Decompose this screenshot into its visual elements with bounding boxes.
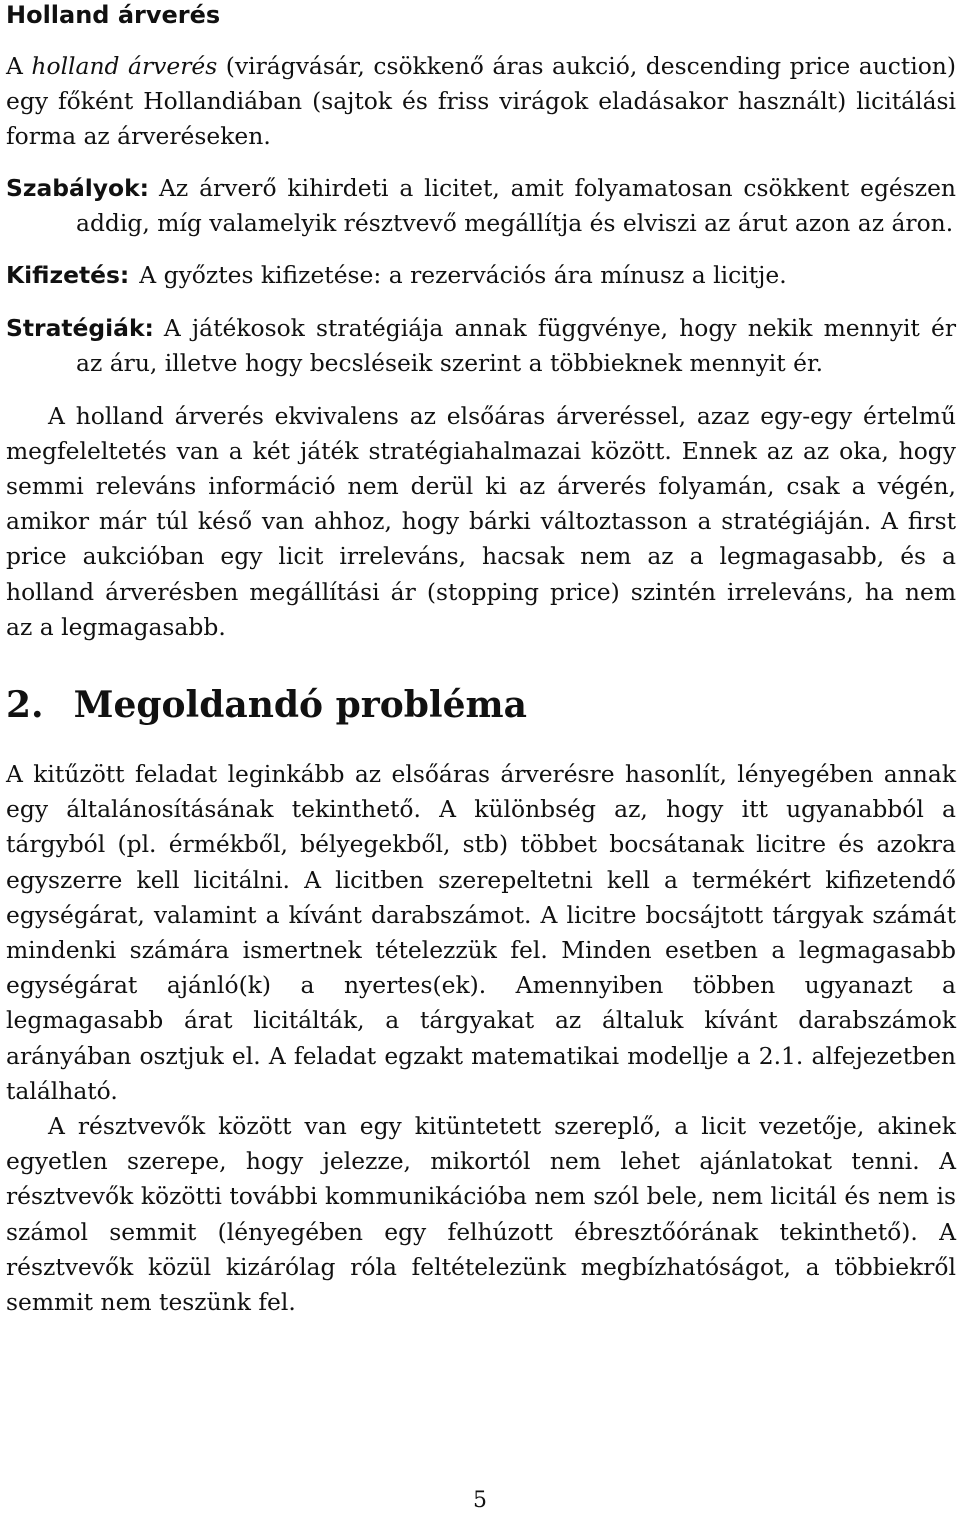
definition-term: Kifizetés: [6, 261, 130, 290]
problem-paragraph: A kitűzött feladat leginkább az elsőáras árverésre hasonlít, lényegében annak egy általánosításának tekinthető. A különbség az, hogy itt ugyanabból a tárgyból (pl. érmékből, bélyegekből, stb) többet bocsátanak licitre és azokra egyszerre kell licitálni. A licitben szerepeltetni kell a termékért kifizetendő egységárat, valamint a kívánt darabszámot. A licitre bocsájtott tárgyak számát mindenki számára ismertnek tételezzük fel. Minden esetben a legmagasabb egységárat ajánló(k) a nyertes(ek). Amennyiben többen ugyanazt a legmagasabb árat licitálták, a tárgyakat az általuk kívánt darabszámok arányában osztjuk el. A feladat egzakt matematikai modellje a 2.1. alfejezetben található. [6, 759, 956, 1105]
subsection-heading: Holland árverés [6, 1, 221, 29]
equivalence-paragraph: A holland árverés ekvivalens az elsőáras árveréssel, azaz egy-egy értelmű megfeleltetés van a két játék stratégiahalmazai között. Ennek az az oka, hogy semmi releváns információ nem derül ki az árverés folyamán, csak a végén, amikor már túl késő van ahhoz, hogy bárki változtasson a stratégiáján. A first price aukcióban egy licit irreleváns, hacsak nem az a legmagasabb, és a holland árverésben megállítási ár (stopping price) szintén irreleváns, ha nem az a legmagasabb. [6, 401, 956, 641]
definition-strategies [6, 311, 956, 381]
definition-text: A játékosok stratégiája annak függvénye, hogy nekik mennyit ér az áru, illetve hogy becsléseik szerint a többieknek mennyit ér. [76, 314, 956, 378]
leader-paragraph: A résztvevők között van egy kitüntetett szereplő, a licit vezetője, akinek egyetlen szerepe, hogy jelezze, mikortól nem lehet ajánlatokat tenni. A résztvevők közötti további kommunikációba nem szól bele, nem licitál és nem is számol semmit (lényegében egy felhúzott ébresztőórának tekinthető). A résztvevők közül kizárólag róla feltételezünk megbízhatóságot, a többiekről semmit nem teszünk fel. [6, 1111, 956, 1316]
definition-term: Stratégiák: [6, 314, 154, 343]
definition-text: A győztes kifizetése: a rezervációs ára mínusz a licitje. [139, 261, 787, 290]
intro-lead: A [6, 52, 32, 80]
page-number: 5 [473, 1488, 487, 1513]
intro-term: holland árverés [31, 52, 218, 80]
definition-payment [6, 258, 956, 293]
section-number: 2. [6, 684, 44, 727]
definition-rules [6, 171, 956, 241]
document-page [6, 0, 956, 1320]
section-title: Megoldandó probléma [73, 684, 527, 727]
definition-text: Az árverő kihirdeti a licitet, amit folyamatosan csökkent egészen addig, míg valamelyik résztvevő megállítja és elviszi az árut azon az áron. [76, 173, 956, 237]
intro-paragraph [6, 49, 956, 155]
intro-rest: (virágvásár, csökkenő áras aukció, descending price auction) egy főként Hollandiában (sajtok és friss virágok eladásakor használt) licitálási forma az árveréseken. [6, 52, 956, 151]
definition-term: Szabályok: [6, 173, 150, 202]
section-heading [6, 683, 956, 727]
